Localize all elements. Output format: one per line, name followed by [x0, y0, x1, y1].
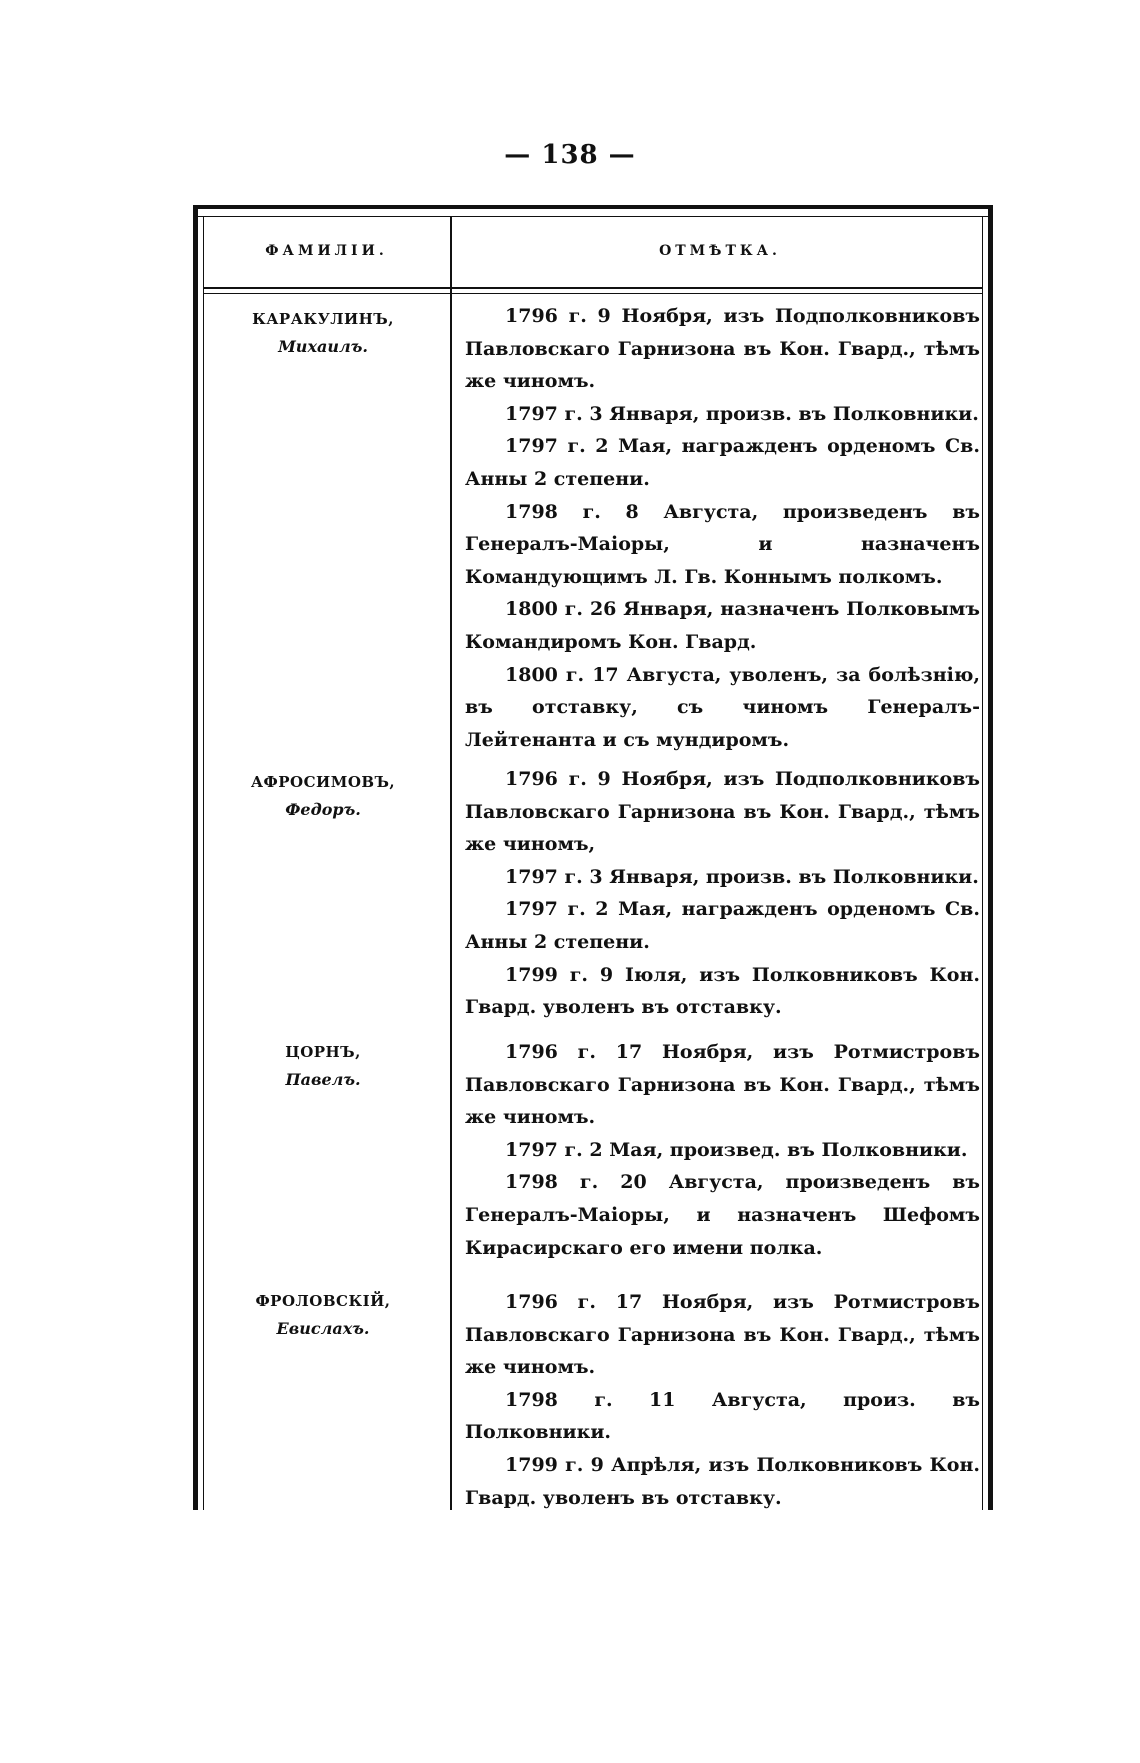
record-entries-karakulin — [465, 300, 980, 756]
surname: ЦОРНЪ, — [285, 1043, 361, 1061]
record-entries-tsorn — [465, 1036, 980, 1264]
column-header-surnames: ФАМИЛІИ. — [265, 243, 388, 259]
given-name: Михаилъ. — [278, 337, 368, 356]
surname: АФРОСИМОВЪ, — [250, 773, 396, 791]
entry: 1798 г. 8 Августа, произведенъ въ Генералъ-Маіоры, и назначенъ Командующимъ Л. Гв. Коннымъ полкомъ. — [465, 500, 980, 588]
column-header-notes: ОТМѢТКА. — [659, 243, 781, 259]
table-inner-top-rule — [198, 216, 988, 217]
column-divider — [450, 216, 452, 1510]
surname: КАРАКУЛИНЪ, — [252, 310, 394, 328]
surname: ФРОЛОВСКІЙ, — [255, 1292, 391, 1310]
record-name-karakulin — [200, 305, 446, 361]
entry: 1796 г. 9 Ноября, изъ Подполковниковъ Павловскаго Гарнизона въ Кон. Гвард., тѣмъ же чиномъ, — [465, 768, 980, 856]
entry: 1797 г. 3 Января, произв. въ Полковники. — [505, 402, 979, 425]
entry: 1800 г. 26 Января, назначенъ Полковымъ Командиромъ Кон. Гвард. — [465, 598, 980, 653]
entry: 1798 г. 11 Августа, произ. въ Полковники. — [465, 1388, 980, 1444]
entry: 1796 г. 17 Ноября, изъ Ротмистровъ Павловскаго Гарнизона въ Кон. Гвард., тѣмъ же чиномъ. — [465, 1041, 980, 1129]
given-name: Федоръ. — [285, 800, 361, 819]
given-name: Павелъ. — [285, 1070, 361, 1089]
entry: 1796 г. 9 Ноября, изъ Подполковниковъ Павловскаго Гарнизона въ Кон. Гвард., тѣмъ же чиномъ. — [465, 305, 980, 393]
given-name: Евислахъ. — [276, 1319, 370, 1338]
record-entries-afrosimov — [465, 763, 980, 1024]
entry: 1800 г. 17 Августа, уволенъ, за болѣзнію, въ отставку, съ чиномъ Генералъ-Лейтенанта и съ мундиромъ. — [465, 663, 980, 751]
header-rule — [203, 287, 983, 289]
record-name-afrosimov — [200, 768, 446, 824]
entry: 1796 г. 17 Ноября, изъ Ротмистровъ Павловскаго Гарнизона въ Кон. Гвард., тѣмъ же чиномъ. — [465, 1291, 980, 1379]
entry: 1798 г. 20 Августа, произведенъ въ Генералъ-Маіоры, и назначенъ Шефомъ Кирасирскаго его имени полка. — [465, 1171, 980, 1259]
entry: 1797 г. 2 Мая, награжденъ орденомъ Св. Анны 2 степени. — [465, 898, 980, 953]
entry: 1799 г. 9 Іюля, изъ Полковниковъ Кон. Гвард. уволенъ въ отставку. — [465, 963, 980, 1019]
header-rule-thin — [203, 293, 983, 294]
page-number: — 138 — — [504, 140, 636, 170]
entry: 1799 г. 9 Апрѣля, изъ Полковниковъ Кон. Гвард. уволенъ въ отставку. — [465, 1453, 980, 1509]
entry: 1797 г. 2 Мая, произвед. въ Полковники. — [505, 1138, 968, 1161]
record-entries-frolovsky — [465, 1286, 980, 1514]
entry: 1797 г. 2 Мая, награжденъ орденомъ Св. Анны 2 степени. — [465, 435, 980, 490]
entry: 1797 г. 3 Января, произв. въ Полковники. — [505, 865, 979, 888]
record-name-frolovsky — [200, 1287, 446, 1343]
table-inner-right-rule — [982, 216, 983, 1510]
record-name-tsorn — [200, 1038, 446, 1094]
